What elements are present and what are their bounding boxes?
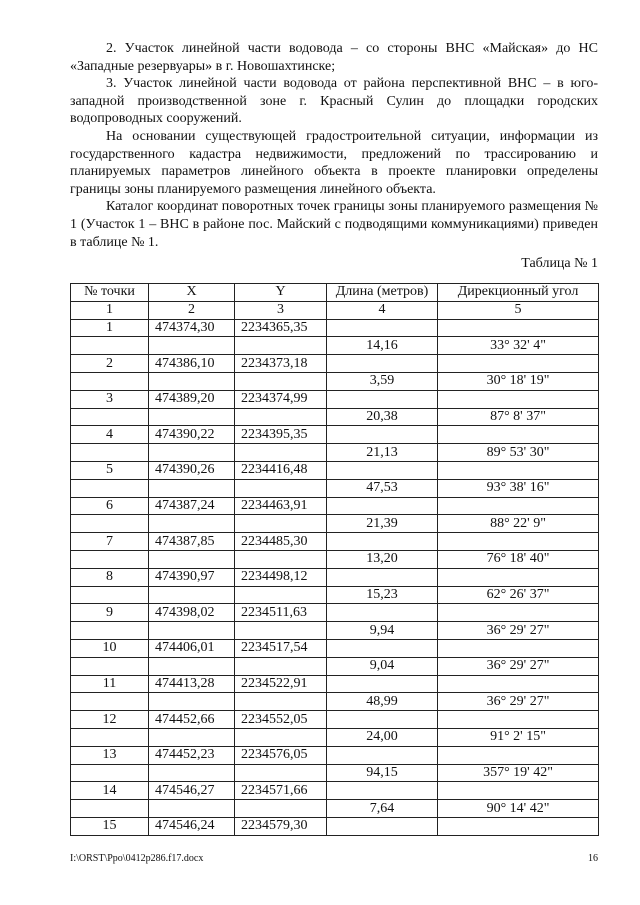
point-row	[71, 426, 599, 444]
empty-cell	[71, 515, 149, 533]
segment-length: 47,53	[327, 479, 438, 497]
segment-row	[71, 372, 599, 390]
segment-length: 48,99	[327, 693, 438, 711]
point-x: 474387,24	[149, 497, 235, 515]
point-number: 11	[71, 675, 149, 693]
point-x: 474387,85	[149, 533, 235, 551]
segment-direction-angle: 36° 29' 27"	[438, 693, 599, 711]
point-number: 2	[71, 355, 149, 373]
segment-row	[71, 479, 599, 497]
empty-cell	[438, 782, 599, 800]
segment-direction-angle: 89° 53' 30"	[438, 444, 599, 462]
document-body	[70, 40, 598, 273]
empty-cell	[327, 711, 438, 729]
point-y: 2234485,30	[235, 533, 327, 551]
point-x: 474546,24	[149, 817, 235, 835]
empty-cell	[71, 586, 149, 604]
point-row	[71, 782, 599, 800]
empty-cell	[71, 693, 149, 711]
empty-cell	[71, 728, 149, 746]
segment-row	[71, 622, 599, 640]
page-number: 16	[588, 853, 598, 864]
empty-cell	[235, 622, 327, 640]
empty-cell	[235, 693, 327, 711]
segment-row	[71, 444, 599, 462]
column-number: 2	[149, 301, 235, 319]
point-row	[71, 390, 599, 408]
segment-direction-angle: 76° 18' 40"	[438, 550, 599, 568]
empty-cell	[327, 675, 438, 693]
empty-cell	[438, 711, 599, 729]
segment-direction-angle: 357° 19' 42"	[438, 764, 599, 782]
empty-cell	[438, 461, 599, 479]
empty-cell	[438, 319, 599, 337]
coordinates-table	[70, 283, 599, 836]
empty-cell	[235, 372, 327, 390]
empty-cell	[71, 657, 149, 675]
empty-cell	[327, 604, 438, 622]
point-row	[71, 319, 599, 337]
empty-cell	[438, 746, 599, 764]
empty-cell	[327, 461, 438, 479]
point-y: 2234522,91	[235, 675, 327, 693]
empty-cell	[438, 426, 599, 444]
point-number: 7	[71, 533, 149, 551]
point-number: 10	[71, 639, 149, 657]
empty-cell	[438, 639, 599, 657]
empty-cell	[327, 817, 438, 835]
point-y: 2234579,30	[235, 817, 327, 835]
segment-direction-angle: 36° 29' 27"	[438, 622, 599, 640]
segment-length: 7,64	[327, 800, 438, 818]
paragraph: 3. Участок линейной части водовода от района перспективной ВНС – в юго-западной производственной зоне г. Красный Сулин до площадки городских водопроводных сооружений.	[70, 76, 598, 127]
empty-cell	[149, 515, 235, 533]
empty-cell	[235, 764, 327, 782]
empty-cell	[327, 319, 438, 337]
segment-direction-angle: 33° 32' 4"	[438, 337, 599, 355]
segment-row	[71, 764, 599, 782]
segment-row	[71, 728, 599, 746]
empty-cell	[327, 746, 438, 764]
empty-cell	[327, 426, 438, 444]
point-number: 9	[71, 604, 149, 622]
point-y: 2234552,05	[235, 711, 327, 729]
point-x: 474390,97	[149, 568, 235, 586]
point-number: 15	[71, 817, 149, 835]
segment-length: 3,59	[327, 372, 438, 390]
point-row	[71, 639, 599, 657]
point-row	[71, 533, 599, 551]
point-row	[71, 711, 599, 729]
point-y: 2234365,35	[235, 319, 327, 337]
empty-cell	[149, 728, 235, 746]
point-row	[71, 746, 599, 764]
paragraph: Каталог координат поворотных точек границы зоны планируемого размещения № 1 (Участок 1 – ВНС в районе пос. Майский с подводящими коммуникациями) приведен в таблице № 1.	[70, 199, 598, 250]
column-number-row	[71, 301, 599, 319]
empty-cell	[327, 782, 438, 800]
segment-direction-angle: 87° 8' 37"	[438, 408, 599, 426]
point-number: 14	[71, 782, 149, 800]
point-x: 474398,02	[149, 604, 235, 622]
point-y: 2234511,63	[235, 604, 327, 622]
segment-length: 24,00	[327, 728, 438, 746]
empty-cell	[71, 550, 149, 568]
empty-cell	[235, 550, 327, 568]
empty-cell	[71, 408, 149, 426]
point-y: 2234463,91	[235, 497, 327, 515]
column-number: 5	[438, 301, 599, 319]
segment-row	[71, 337, 599, 355]
point-x: 474389,20	[149, 390, 235, 408]
header-direction-angle: Дирекционный угол	[438, 284, 599, 302]
empty-cell	[235, 337, 327, 355]
empty-cell	[327, 390, 438, 408]
point-x: 474452,23	[149, 746, 235, 764]
segment-direction-angle: 62° 26' 37"	[438, 586, 599, 604]
file-path: I:\ORST\Ppo\0412p286.f17.docx	[70, 853, 204, 864]
empty-cell	[438, 817, 599, 835]
segment-row	[71, 693, 599, 711]
empty-cell	[327, 355, 438, 373]
empty-cell	[71, 800, 149, 818]
segment-length: 9,04	[327, 657, 438, 675]
segment-length: 15,23	[327, 586, 438, 604]
paragraph: 2. Участок линейной части водовода – со стороны ВНС «Майская» до НС «Западные резервуары» в г. Новошахтинске;	[70, 41, 598, 74]
point-row	[71, 461, 599, 479]
segment-direction-angle: 88° 22' 9"	[438, 515, 599, 533]
segment-direction-angle: 36° 29' 27"	[438, 657, 599, 675]
point-y: 2234395,35	[235, 426, 327, 444]
empty-cell	[327, 497, 438, 515]
segment-direction-angle: 93° 38' 16"	[438, 479, 599, 497]
point-number: 12	[71, 711, 149, 729]
point-y: 2234576,05	[235, 746, 327, 764]
empty-cell	[149, 586, 235, 604]
segment-length: 13,20	[327, 550, 438, 568]
empty-cell	[438, 604, 599, 622]
empty-cell	[149, 444, 235, 462]
empty-cell	[149, 693, 235, 711]
empty-cell	[149, 479, 235, 497]
column-number: 1	[71, 301, 149, 319]
empty-cell	[438, 675, 599, 693]
point-x: 474386,10	[149, 355, 235, 373]
empty-cell	[71, 372, 149, 390]
point-number: 8	[71, 568, 149, 586]
empty-cell	[149, 622, 235, 640]
empty-cell	[327, 639, 438, 657]
empty-cell	[438, 568, 599, 586]
empty-cell	[438, 390, 599, 408]
empty-cell	[149, 657, 235, 675]
table-caption: Таблица № 1	[521, 256, 598, 272]
point-row	[71, 355, 599, 373]
empty-cell	[149, 408, 235, 426]
point-x: 474390,22	[149, 426, 235, 444]
segment-length: 14,16	[327, 337, 438, 355]
point-x: 474390,26	[149, 461, 235, 479]
point-y: 2234373,18	[235, 355, 327, 373]
point-y: 2234416,48	[235, 461, 327, 479]
point-x: 474413,28	[149, 675, 235, 693]
empty-cell	[235, 586, 327, 604]
point-x: 474406,01	[149, 639, 235, 657]
point-number: 1	[71, 319, 149, 337]
segment-row	[71, 515, 599, 533]
segment-row	[71, 657, 599, 675]
empty-cell	[235, 657, 327, 675]
empty-cell	[71, 622, 149, 640]
column-number: 4	[327, 301, 438, 319]
header-point-number: № точки	[71, 284, 149, 302]
empty-cell	[438, 497, 599, 515]
point-row	[71, 817, 599, 835]
point-x: 474452,66	[149, 711, 235, 729]
point-number: 13	[71, 746, 149, 764]
point-y: 2234498,12	[235, 568, 327, 586]
header-x: X	[149, 284, 235, 302]
empty-cell	[235, 479, 327, 497]
point-number: 5	[71, 461, 149, 479]
segment-length: 94,15	[327, 764, 438, 782]
table-header-row	[71, 284, 599, 302]
point-number: 3	[71, 390, 149, 408]
empty-cell	[71, 479, 149, 497]
empty-cell	[235, 444, 327, 462]
empty-cell	[149, 550, 235, 568]
segment-direction-angle: 30° 18' 19"	[438, 372, 599, 390]
segment-row	[71, 408, 599, 426]
header-length: Длина (метров)	[327, 284, 438, 302]
header-y: Y	[235, 284, 327, 302]
segment-length: 20,38	[327, 408, 438, 426]
point-number: 6	[71, 497, 149, 515]
segment-length: 21,39	[327, 515, 438, 533]
point-x: 474546,27	[149, 782, 235, 800]
empty-cell	[71, 764, 149, 782]
segment-length: 9,94	[327, 622, 438, 640]
column-number: 3	[235, 301, 327, 319]
point-row	[71, 568, 599, 586]
point-row	[71, 675, 599, 693]
segment-direction-angle: 91° 2' 15"	[438, 728, 599, 746]
segment-direction-angle: 90° 14' 42"	[438, 800, 599, 818]
empty-cell	[71, 444, 149, 462]
segment-row	[71, 550, 599, 568]
point-y: 2234517,54	[235, 639, 327, 657]
empty-cell	[327, 568, 438, 586]
point-number: 4	[71, 426, 149, 444]
empty-cell	[149, 764, 235, 782]
coordinates-table-body	[71, 319, 599, 835]
empty-cell	[438, 355, 599, 373]
point-x: 474374,30	[149, 319, 235, 337]
empty-cell	[149, 372, 235, 390]
empty-cell	[235, 728, 327, 746]
paragraph: На основании существующей градостроительной ситуации, информации из государственного кадастра недвижимости, предложений по трассированию и планируемых параметров линейного объекта в проекте планировки определены границы зоны планируемого размещения линейного объекта.	[70, 128, 598, 197]
segment-length: 21,13	[327, 444, 438, 462]
empty-cell	[149, 800, 235, 818]
empty-cell	[327, 533, 438, 551]
empty-cell	[235, 800, 327, 818]
empty-cell	[71, 337, 149, 355]
segment-row	[71, 800, 599, 818]
point-row	[71, 497, 599, 515]
segment-row	[71, 586, 599, 604]
point-y: 2234374,99	[235, 390, 327, 408]
empty-cell	[235, 515, 327, 533]
empty-cell	[235, 408, 327, 426]
point-row	[71, 604, 599, 622]
empty-cell	[149, 337, 235, 355]
point-y: 2234571,66	[235, 782, 327, 800]
empty-cell	[438, 533, 599, 551]
